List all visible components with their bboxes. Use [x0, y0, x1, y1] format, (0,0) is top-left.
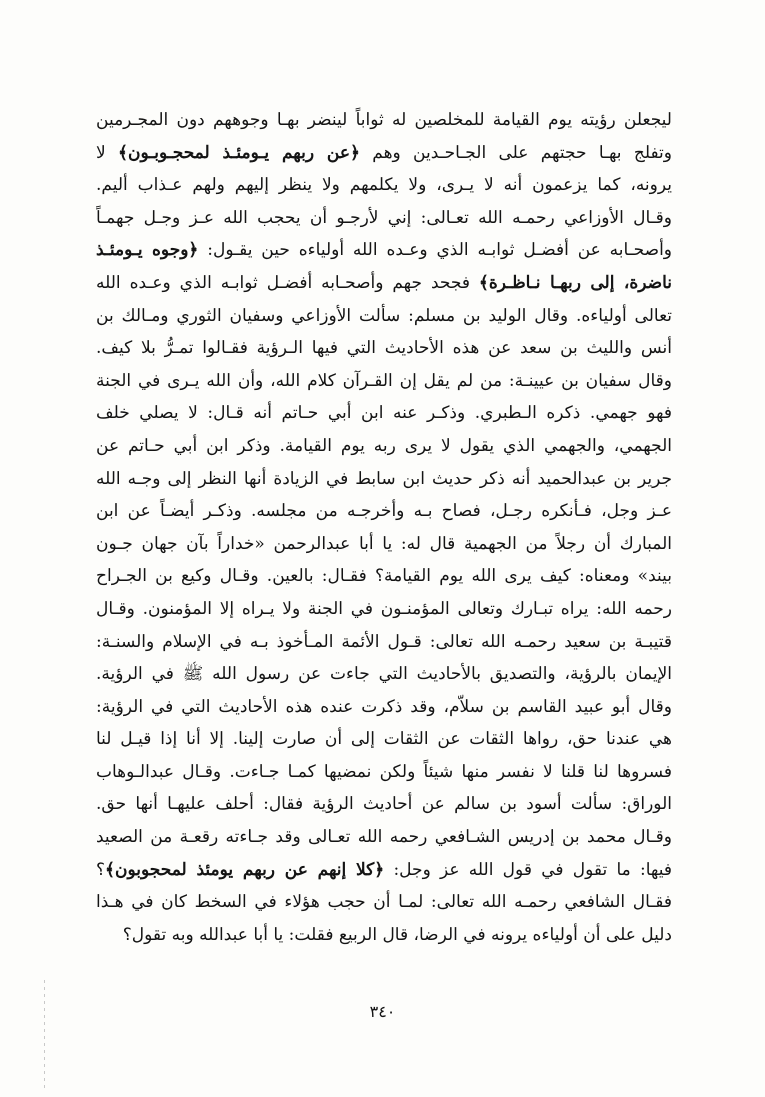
quran-verse: ﴿عن ربهم يـومئـذ لمحجـوبـون﴾ [118, 142, 360, 163]
text-line: عـز وجل، فـأنكره رجـل، فصاح بـه وأخرجـه من مجلسه. وذكـر أيضـاً عن ابن [96, 501, 672, 522]
text-line: قتيبـة بن سعيد رحمـه الله تعالى: قـول الأئمة المـأخوذ بـه في الإسلام والسنـة: [96, 631, 672, 652]
quran-verse: ﴿كلا إنهم عن ربهم يومئذ لمحجوبون﴾ [105, 859, 385, 880]
text-line: الإيمان بالرؤية، والتصديق بالأحاديث التي جاءت عن رسول الله ﷺ في الرؤية. [96, 664, 672, 685]
text-line: وتفلج بهـا حجتهم على الجـاحـدين وهم ﴿عن ربهم يـومئـذ لمحجـوبـون﴾ لا [96, 142, 672, 163]
text-line: فيها: ما تقول في قول الله عز وجل: ﴿كلا إنهم عن ربهم يومئذ لمحجوبون﴾؟ [96, 859, 672, 880]
text-line: رحمه الله: يراه تبـارك وتعالى المؤمنـون في الجنة ولا يـراه إلا المؤمنون. وقـال [96, 598, 672, 619]
text-line: المبارك أن رجلاً من الجهمية قال له: يا أبا عبدالرحمن «خداراً بآن جهان جـون [96, 533, 672, 554]
text-line: وقال أبو عبيد القاسم بن سلاّم، وقد ذكرت عنده هذه الأحاديث التي في الرؤية: [96, 696, 672, 717]
page-number: ٣٤٠ [369, 1002, 396, 1021]
text-line: الجهمي، والجهمي الذي يقول لا يرى ربه يوم القيامة. وذكر ابن أبي حـاتم عن [96, 435, 672, 456]
text-line: وقـال الأوزاعي رحمـه الله تعـالى: إني لأرجـو أن يحجب الله عـز وجـل جهمـاً [96, 207, 672, 228]
text-line: يرونه، كما يزعمون أنه لا يـرى، ولا يكلمهم ولا ينظر إليهم ولهم عـذاب أليم. [96, 175, 672, 196]
text-line: هي عندنا حق، رواها الثقات عن الثقات إلى أن صارت إلينا. إلا أنا إذا قيـل لنا [96, 729, 672, 750]
text-line: ناضرة، إلى ربهـا نـاظـرة﴾ فجحد جهم وأصحـابه أفضـل ثوابـه الذي وعـده الله [96, 272, 672, 293]
text-line: تعالى أولياءه. وقال الوليد بن مسلم: سألت الأوزاعي وسفيان الثوري ومـالك بن [96, 305, 672, 326]
text-line: وقـال محمد بن إدريس الشـافعي رحمه الله تعـالى وقد جـاءته رقعـة من الصعيد [96, 827, 672, 848]
quran-verse: ﴿وجوه يـومئـذ [96, 240, 199, 261]
text-line: فسروها لنا قلنا لا نفسر منها شيئاً ولكن نمضيها كمـا جـاءت. وقـال عبدالـوهاب [96, 761, 672, 782]
text-line: فهو جهمي. ذكره الـطبري. وذكـر عنه ابن أبي حـاتم أنه قـال: لا يصلي خلف [96, 403, 672, 424]
quran-verse: ناضرة، إلى ربهـا نـاظـرة﴾ [478, 272, 672, 293]
text-line: بيند» ومعناه: كيف يرى الله يوم القيامة؟ فقـال: بالعين. وقـال وكيع بن الجـراح [96, 566, 672, 587]
text-line: فقـال الشافعي رحمـه الله تعالى: لمـا أن حجب هؤلاء في السخط كان في هـذا [96, 892, 672, 913]
text-line: أنس والليث بن سعد عن هذه الأحاديث التي فيها الـرؤية فقـالوا تمـرُّ بلا كيف. [96, 338, 672, 359]
text-line: الوراق: سألت أسود بن سالم عن أحاديث الرؤية فقال: أحلف عليهـا أنها حق. [96, 794, 672, 815]
text-line: ليجعلن رؤيته يوم القيامة للمخلصين له ثواباً لينضر بهـا وجوههم دون المجـرمين [96, 110, 672, 130]
text-line: جرير بن عبدالحميد أنه ذكر حديث ابن سابط في الزيادة أنها النظر إلى وجـه الله [96, 468, 672, 489]
text-line: وقال سفيان بن عيينـة: من لم يقل إن القـرآن كلام الله، وأن الله يـرى في الجنة [96, 370, 672, 391]
scan-edge-mark [44, 980, 45, 1090]
page-body [96, 104, 672, 951]
text-line: دليل على أن أولياءه يرونه في الرضا، قال الربيع فقلت: يا أبا عبدالله وبه تقول؟ [122, 924, 672, 945]
text-line: وأصحـابه عن أفضـل ثوابـه الذي وعـده الله أولياءه حين يقـول: ﴿وجوه يـومئـذ [96, 240, 672, 261]
